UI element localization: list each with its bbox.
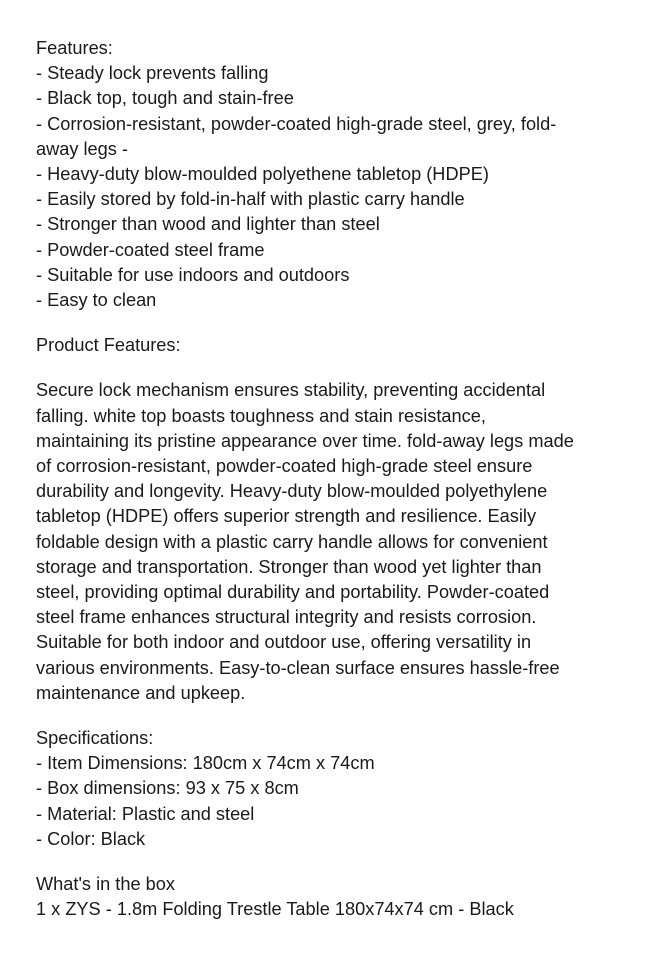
feature-item: - Steady lock prevents falling <box>36 63 269 84</box>
in-the-box-section <box>36 872 628 922</box>
feature-item: - Easy to clean <box>36 290 157 311</box>
feature-item: - Stronger than wood and lighter than steel <box>36 214 380 235</box>
features-heading: Features: <box>36 38 113 58</box>
product-features-heading-block <box>36 333 628 358</box>
paragraph-line: tabletop (HDPE) offers superior strength and resilience. Easily <box>36 506 537 527</box>
feature-item: - Powder-coated steel frame <box>36 239 265 260</box>
feature-item: away legs - <box>36 138 128 159</box>
paragraph-line: various environments. Easy-to-clean surface ensures hassle-free <box>36 657 560 678</box>
feature-item: - Heavy-duty blow-moulded polyethene tabletop (HDPE) <box>36 164 489 185</box>
in-the-box-heading: What's in the box <box>36 874 175 895</box>
feature-item: - Corrosion-resistant, powder-coated high-grade steel, grey, fold- <box>36 113 557 134</box>
product-features-heading: Product Features: <box>36 335 181 356</box>
paragraph-line: Secure lock mechanism ensures stability, preventing accidental <box>36 380 546 401</box>
specification-item: - Material: Plastic and steel <box>36 803 255 824</box>
paragraph-line: foldable design with a plastic carry handle allows for convenient <box>36 531 548 552</box>
product-features-paragraph <box>36 378 626 706</box>
in-the-box-item: 1 x ZYS - 1.8m Folding Trestle Table 180x74x74 cm - Black <box>36 899 514 920</box>
paragraph-line: falling. white top boasts toughness and stain resistance, <box>36 405 486 426</box>
paragraph-line: steel frame enhances structural integrity and resists corrosion. <box>36 607 537 628</box>
features-section <box>36 36 628 313</box>
feature-item: - Easily stored by fold-in-half with plastic carry handle <box>36 189 465 210</box>
specifications-heading: Specifications: <box>36 728 154 749</box>
paragraph-line: of corrosion-resistant, powder-coated high-grade steel ensure <box>36 456 533 477</box>
specifications-section <box>36 726 628 852</box>
specification-item: - Color: Black <box>36 828 146 849</box>
specification-item: - Item Dimensions: 180cm x 74cm x 74cm <box>36 753 375 774</box>
specification-item: - Box dimensions: 93 x 75 x 8cm <box>36 778 299 799</box>
paragraph-line: maintenance and upkeep. <box>36 682 246 703</box>
feature-item: - Black top, tough and stain-free <box>36 88 294 109</box>
paragraph-line: maintaining its pristine appearance over time. fold-away legs made <box>36 430 574 451</box>
feature-item: - Suitable for use indoors and outdoors <box>36 264 350 285</box>
paragraph-line: steel, providing optimal durability and portability. Powder-coated <box>36 582 550 603</box>
paragraph-line: durability and longevity. Heavy-duty blow-moulded polyethylene <box>36 481 548 502</box>
paragraph-line: storage and transportation. Stronger than wood yet lighter than <box>36 556 542 577</box>
paragraph-line: Suitable for both indoor and outdoor use, offering versatility in <box>36 632 532 653</box>
